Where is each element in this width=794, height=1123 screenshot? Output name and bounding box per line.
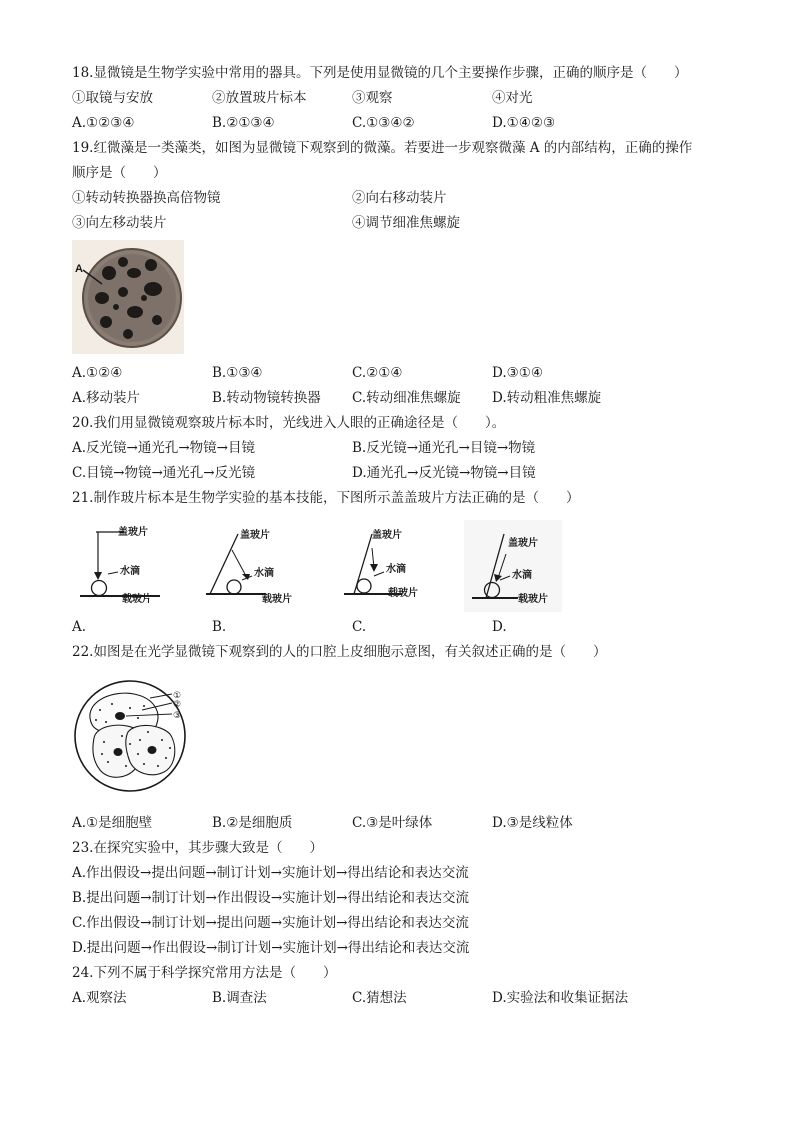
q24-option-c: C.猜想法 (352, 990, 407, 1006)
q20-option-b: B.反光镜→通光孔→目镜→物镜 (352, 440, 536, 456)
q22-option-a: A.①是细胞壁 (72, 815, 153, 831)
q18-option-b: B.②①③④ (212, 115, 275, 131)
q18-option-c: C.①③④② (352, 115, 415, 131)
microalgae-label-a: A (75, 263, 83, 275)
coverslip-figure-d (464, 520, 562, 612)
fig-c-cover-label: 盖玻片 (372, 530, 402, 541)
q24-option-b: B.调查法 (212, 990, 267, 1006)
fig-d-slide-label: 载玻片 (518, 594, 548, 605)
q23-option-b: B.提出问题→制订计划→作出假设→实施计划→得出结论和表达交流 (72, 890, 469, 906)
fig-c-water-label: 水滴 (386, 564, 406, 575)
q22-option-b: B.②是细胞质 (212, 815, 293, 831)
fig-c-slide-label: 载玻片 (388, 588, 418, 599)
cheek-cell-figure (74, 670, 190, 800)
q20-stem: 20.我们用显微镜观察玻片标本时，光线进入人眼的正确途径是（ ）。 (72, 415, 506, 431)
q19-option-c: C.②①④ (352, 365, 403, 381)
fig-d-water-label: 水滴 (512, 570, 532, 581)
q18-step-4: ④对光 (492, 90, 533, 106)
coverslip-figure-c (344, 528, 418, 599)
q19-option-a: A.①②④ (72, 365, 123, 381)
q22-option-c: C.③是叶绿体 (352, 815, 433, 831)
q19-step-4: ④调节细准焦螺旋 (352, 215, 460, 231)
q19-option2-b: B.转动物镜转换器 (212, 390, 321, 406)
q18-option-a: A.①②③④ (72, 115, 135, 131)
q23-stem: 23.在探究实验中，其步骤大致是（ ） (72, 840, 323, 856)
cell-mark-1: ① (173, 691, 182, 701)
q19-option2-d: D.转动粗准焦螺旋 (492, 390, 602, 406)
q21-option-c: C. (352, 619, 367, 635)
fig-b-cover-label: 盖玻片 (240, 530, 270, 541)
q19-option2-c: C.转动细准焦螺旋 (352, 390, 461, 406)
cell-mark-2: ② (173, 700, 182, 710)
q24-option-d: D.实验法和收集证据法 (492, 990, 629, 1006)
q19-step-3: ③向左移动装片 (72, 215, 167, 231)
q19-stem-line1: 19.红微藻是一类藻类，如图为显微镜下观察到的微藻。若要进一步观察微藻 A 的内部结构，正确的操作 (72, 140, 693, 156)
q19-option-b: B.①③④ (212, 365, 263, 381)
fig-a-cover-label: 盖玻片 (118, 527, 148, 538)
q20-option-c: C.目镜→物镜→通光孔→反光镜 (72, 465, 256, 481)
q22-option-d: D.③是线粒体 (492, 815, 573, 831)
q18-option-d: D.①④②③ (492, 115, 556, 131)
q19-step-1: ①转动转换器换高倍物镜 (72, 190, 221, 206)
q24-stem: 24.下列不属于科学探究常用方法是（ ） (72, 965, 337, 981)
fig-a-slide-label: 载玻片 (122, 594, 152, 605)
q18-step-1: ①取镜与安放 (72, 90, 153, 106)
q21-option-b: B. (212, 619, 227, 635)
q19-option2-a: A.移动装片 (72, 390, 141, 406)
coverslip-figure-a (80, 525, 160, 605)
q20-option-a: A.反光镜→通光孔→物镜→目镜 (72, 440, 255, 456)
q19-option-d: D.③①④ (492, 365, 543, 381)
fig-d-cover-label: 盖玻片 (508, 538, 538, 549)
coverslip-figures (72, 520, 562, 612)
coverslip-figure-b (206, 528, 292, 605)
q21-option-a: A. (72, 619, 87, 635)
q23-option-c: C.作出假设→制订计划→提出问题→实施计划→得出结论和表达交流 (72, 915, 469, 931)
cell-mark-3: ③ (173, 711, 182, 721)
q24-option-a: A.观察法 (72, 990, 127, 1006)
q23-option-d: D.提出问题→作出假设→制订计划→实施计划→得出结论和表达交流 (72, 940, 470, 956)
microalgae-figure (72, 240, 184, 354)
q18-step-2: ②放置玻片标本 (212, 90, 307, 106)
fig-b-slide-label: 载玻片 (262, 594, 292, 605)
fig-a-water-label: 水滴 (120, 566, 140, 577)
q18-stem: 18.显微镜是生物学实验中常用的器具。下列是使用显微镜的几个主要操作步骤，正确的顺序是（ ） (72, 65, 688, 81)
q22-stem: 22.如图是在光学显微镜下观察到的人的口腔上皮细胞示意图，有关叙述正确的是（ ） (72, 644, 607, 660)
q21-stem: 21.制作玻片标本是生物学实验的基本技能，下图所示盖盖玻片方法正确的是（ ） (72, 490, 580, 506)
q23-option-a: A.作出假设→提出问题→制订计划→实施计划→得出结论和表达交流 (72, 865, 469, 881)
q19-step-2: ②向右移动装片 (352, 190, 447, 206)
q18-step-3: ③观察 (352, 90, 393, 106)
fig-b-water-label: 水滴 (254, 568, 274, 579)
q19-stem-line2: 顺序是（ ） (72, 165, 167, 181)
q21-option-d: D. (492, 619, 507, 635)
q20-option-d: D.通光孔→反光镜→物镜→目镜 (352, 465, 536, 481)
